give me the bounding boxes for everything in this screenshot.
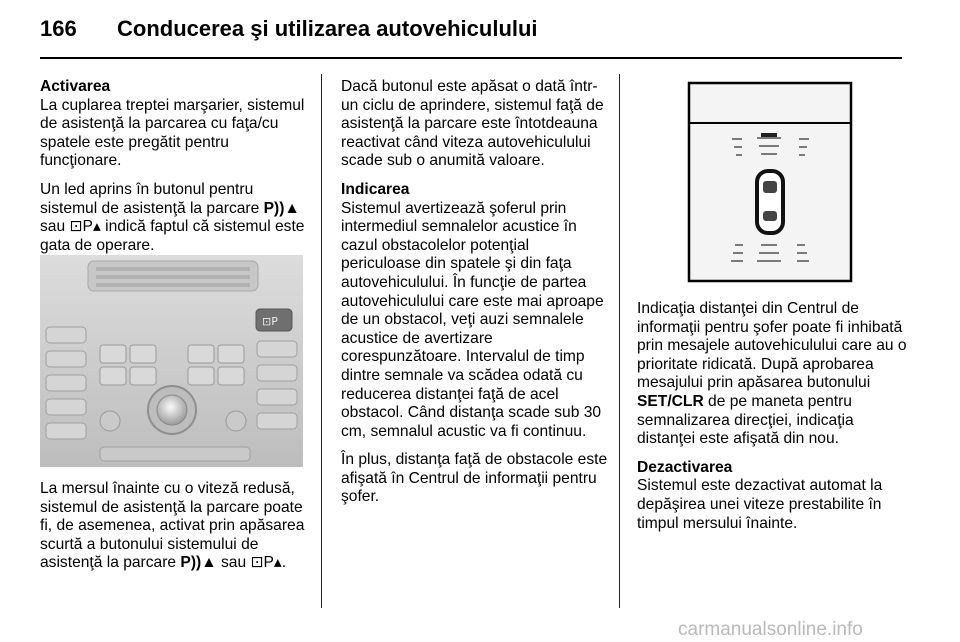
- park-assist-alt-icon: ⊡P▴: [250, 554, 282, 572]
- parking-distance-display: [637, 75, 902, 287]
- paragraph: La cuplarea treptei marşarier, sistemul de asistenţă la parcarea cu faţa/cu spatele este pregătit pentru funcţionare.: [40, 96, 305, 170]
- paragraph: La mersul înainte cu o viteză redusă, sistemul de asistenţă la parcare poate fi, de asemenea, activat prin apăsarea scurtă a butonului sistemului de asistenţă la parcare P))▲ sau ⊡P▴.: [40, 480, 305, 572]
- column-1-continued: [40, 480, 308, 583]
- svg-text:⊡P: ⊡P: [262, 315, 278, 328]
- page-number: 166: [40, 16, 77, 41]
- watermark: carmanualsonline.info: [678, 619, 863, 640]
- paragraph: Sistemul avertizează şoferul prin intermediul semnalelor acustice în cazul obstacolelor potenţial periculoase din spatele şi din faţa autovehiculului. În funcţie de partea autovehiculului care este mai aproape de un obstacol, veţi auzi semnalele acustice de avertizare corespunzătoare. Intervalul de timp dintre semnale va scădea odată cu reducerea distanţei faţă de acel obstacol. Când distanţa scade sub 30 cm, semnalul acustic va fi continuu.: [341, 199, 604, 440]
- section-heading-indication: Indicarea: [341, 180, 410, 198]
- center-console-illustration: [40, 255, 303, 467]
- park-assist-icon: P))▲: [180, 554, 217, 572]
- page-header: [0, 0, 960, 58]
- column-divider-2: [619, 74, 620, 608]
- column-2: [341, 78, 609, 517]
- section-heading-deactivation: Dezactivarea: [637, 458, 733, 476]
- park-assist-alt-icon: ⊡P▴: [69, 218, 101, 236]
- console-photo: [40, 255, 303, 467]
- chapter-title: Conducerea şi utilizarea autovehiculului: [117, 16, 538, 41]
- park-assist-icon: P))▲: [263, 199, 300, 217]
- paragraph: Dacă butonul este apăsat o dată într-un ciclu de aprindere, sistemul faţă de asistenţă la parcare este întotdeauna reactivat când viteza autovehiculului scade sub o anumită valoare.: [341, 78, 604, 170]
- section-heading-activation: Activarea: [40, 78, 111, 95]
- column-3: [637, 300, 909, 543]
- set-clr-button-label: SET/CLR: [637, 392, 704, 410]
- column-divider-1: [321, 74, 322, 608]
- paragraph: Indicaţia distanţei din Centrul de informaţii pentru şofer poate fi inhibată prin mesajele autovehiculului care au o prioritate ridicată. După aprobarea mesajului prin apăsarea butonului SET/CLR de pe maneta pentru semnalizarea direcţiei, indicaţia distanţei este afişată din nou.: [637, 300, 907, 448]
- column-1: [40, 78, 308, 265]
- paragraph: În plus, distanţa faţă de obstacole este afişată în Centrul de informaţii pentru şofer.: [341, 451, 608, 506]
- paragraph: Sistemul este dezactivat automat la depăşirea unei viteze prestabilite în timpul mersului înainte.: [637, 477, 883, 532]
- paragraph: Un led aprins în butonul pentru sistemul de asistenţă la parcare P))▲ sau ⊡P▴ indică faptul că sistemul este gata de operare.: [40, 180, 305, 254]
- distance-display-illustration: [637, 75, 902, 287]
- header-rule: [40, 57, 902, 59]
